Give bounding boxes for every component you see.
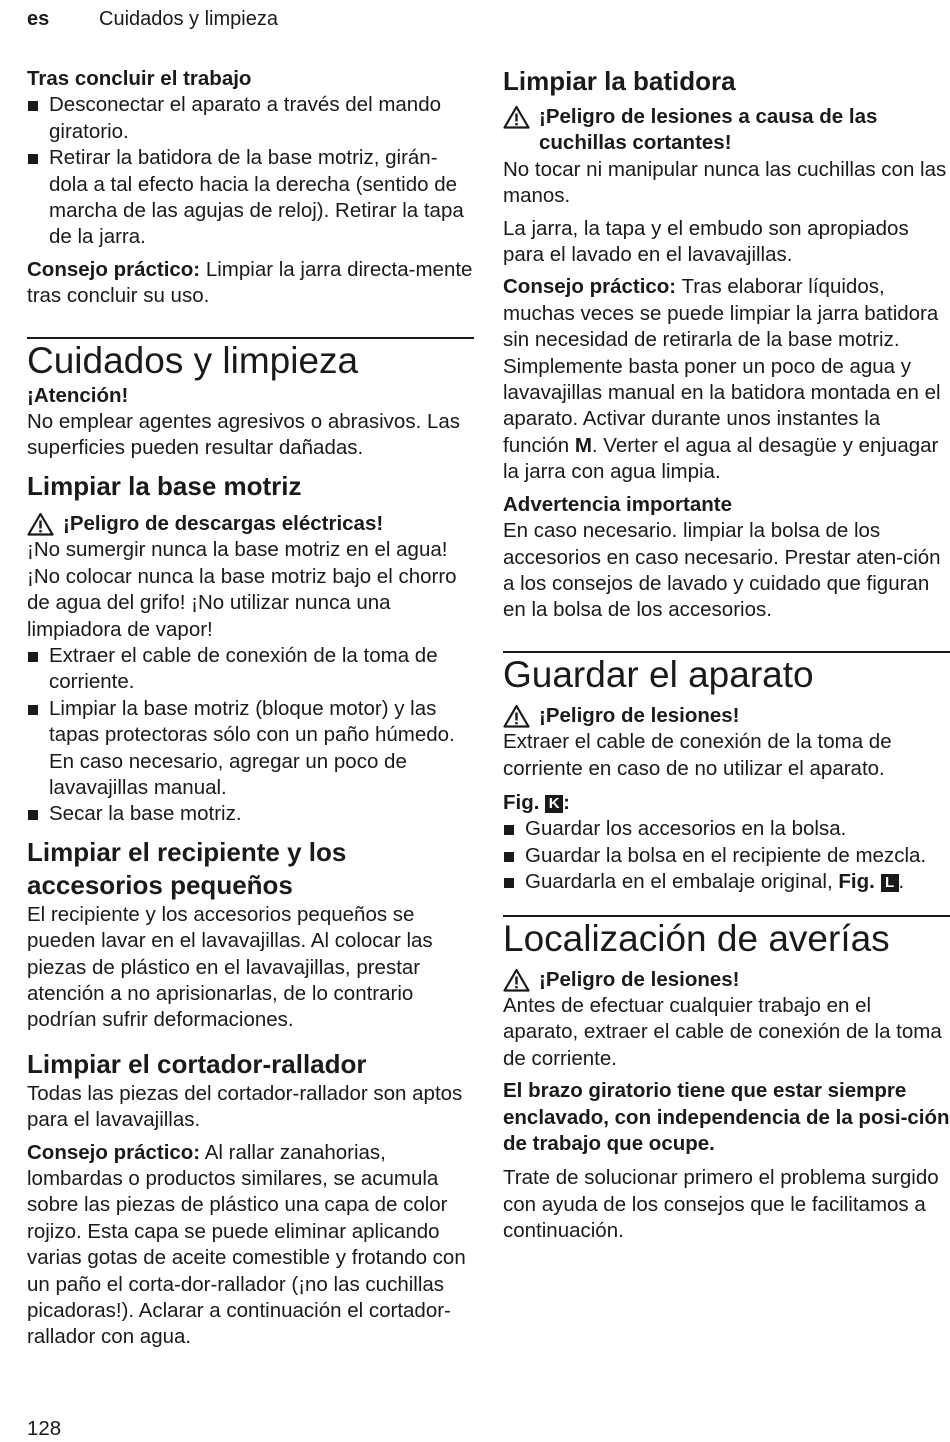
figure-k-box: K	[545, 795, 563, 813]
base-list	[27, 643, 474, 828]
tip-paragraph: Consejo práctico: Al rallar zanahorias, lombardas o productos similares, se acumula sobre las piezas de plástico una capa de color rojizo. Esta capa se puede eliminar aplicando varias gotas de aceite comestible y frotando con un paño el corta-dor-rallador (¡no las cuchillas picadoras!). Aclarar a continuación el cortador-rallador con agua.	[27, 1140, 466, 1349]
section-heading-guardar: Guardar el aparato	[503, 653, 814, 695]
list-item: Guardar la bolsa en el recipiente de mezcla.	[503, 843, 950, 869]
cortador-text: Todas las piezas del cortador-rallador son aptos para el lavavajillas.	[27, 1081, 463, 1132]
list-item: Guardar los accesorios en la bolsa.	[503, 816, 950, 842]
list-item: Retirar la batidora de la base motriz, girán-dola a tal efecto hacia la derecha (sentido de marcha de las agujas de reloj). Retirar la tapa de la jarra.	[27, 145, 474, 251]
bullet-square-icon	[28, 705, 38, 715]
advertencia-title: Advertencia importante	[503, 492, 732, 516]
warning-text: No tocar ni manipular nunca las cuchillas con las manos.	[503, 157, 947, 208]
bullet-square-icon	[28, 810, 38, 820]
list-item: Desconectar el aparato a través del mando giratorio.	[27, 92, 474, 145]
subheading-cortador: Limpiar el cortador-rallador	[27, 1048, 367, 1079]
warning-line: ¡Peligro de lesiones!	[503, 967, 950, 993]
bullet-square-icon	[28, 101, 38, 111]
subheading-recipiente: Limpiar el recipiente y los accesorios pequeños	[27, 836, 347, 900]
bullet-square-icon	[504, 878, 514, 888]
warning-line: ¡Peligro de lesiones!	[503, 703, 950, 729]
section-heading-cuidados: Cuidados y limpieza	[27, 339, 359, 381]
warning-text: Antes de efectuar cualquier trabajo en el aparato, extraer el cable de conexión de la toma de corriente.	[503, 993, 942, 1070]
tras-list	[27, 92, 474, 250]
subheading-base-motriz: Limpiar la base motriz	[27, 470, 302, 501]
page-number: 128	[27, 1417, 62, 1440]
list-item: Guardarla en el embalaje original, Fig. L .	[503, 869, 950, 895]
tras-title: Tras concluir el trabajo	[27, 67, 252, 90]
warning-line: ¡Peligro de lesiones a causa de las cuchillas cortantes!	[503, 104, 950, 157]
section-heading-averias: Localización de averías	[503, 917, 890, 959]
averias-text: Trate de solucionar primero el problema surgido con ayuda de los consejos que le facilitamos a continuación.	[503, 1166, 939, 1243]
language-code: es	[27, 8, 50, 30]
subheading-batidora: Limpiar la batidora	[503, 66, 736, 96]
bullet-square-icon	[28, 652, 38, 662]
list-item: Limpiar la base motriz (bloque motor) y las tapas protectoras sólo con un paño húmedo. En caso necesario, agregar un poco de lavavajillas manual.	[27, 696, 474, 802]
atencion-title: ¡Atención!	[27, 383, 129, 407]
bullet-square-icon	[28, 154, 38, 164]
bullet-square-icon	[504, 852, 514, 862]
list-item: Secar la base motriz.	[27, 801, 474, 827]
atencion-text: No emplear agentes agresivos o abrasivos. Las superficies pueden resultar dañadas.	[27, 410, 461, 460]
warning-triangle-icon	[503, 104, 539, 130]
recipiente-text: El recipiente y los accesorios pequeños se pueden lavar en el lavavajillas. Al colocar las piezas de plástico en el lavavajillas, prestar atención a no aprisionarlas, de lo contrario podrían sufrir deformaciones.	[27, 902, 433, 1032]
warning-triangle-icon	[503, 703, 539, 729]
warning-text: ¡No sumergir nunca la base motriz en el agua! ¡No colocar nunca la base motriz bajo el chorro de agua del grifo! ¡No utilizar nunca una limpiadora de vapor!	[27, 538, 457, 641]
list-item: Extraer el cable de conexión de la toma de corriente.	[27, 643, 474, 696]
bullet-square-icon	[504, 825, 514, 835]
warning-triangle-icon	[27, 511, 63, 537]
tip-paragraph: Consejo práctico: Limpiar la jarra directa-mente tras concluir su uso.	[27, 257, 473, 308]
warning-text: Extraer el cable de conexión de la toma de corriente en caso de no utilizar el aparato.	[503, 730, 892, 780]
guardar-list	[503, 816, 950, 895]
averias-bold-text: El brazo giratorio tiene que estar siempre enclavado, con independencia de la posi-ción de trabajo que ocupe.	[503, 1079, 950, 1155]
figure-l-box: L	[881, 874, 899, 892]
tip-paragraph: Consejo práctico: Tras elaborar líquidos, muchas veces se puede limpiar la jarra batidora sin necesidad de retirarla de la base motriz. Simplemente basta poner un poco de agua y lavavajillas manual en la batidora montada en el aparato. Activar durante unos instantes la función M. Verter el agua al desagüe y enjuagar la jarra con agua limpia.	[503, 275, 941, 484]
warning-triangle-icon	[503, 967, 539, 993]
right-column	[503, 66, 950, 1245]
running-header	[27, 6, 278, 32]
figure-reference: Fig. K :	[503, 790, 570, 814]
advertencia-text: En caso necesario. limpiar la bolsa de los accesorios en caso necesario. Prestar aten-ción a los consejos de lavado y cuidado que figuran en la bolsa de los accesorios.	[503, 519, 941, 622]
header-title: Cuidados y limpieza	[99, 8, 278, 30]
warning-line: ¡Peligro de descargas eléctricas!	[27, 511, 474, 537]
left-column	[27, 66, 474, 1351]
batidora-text: La jarra, la tapa y el embudo son apropiados para el lavado en el lavavajillas.	[503, 216, 909, 267]
